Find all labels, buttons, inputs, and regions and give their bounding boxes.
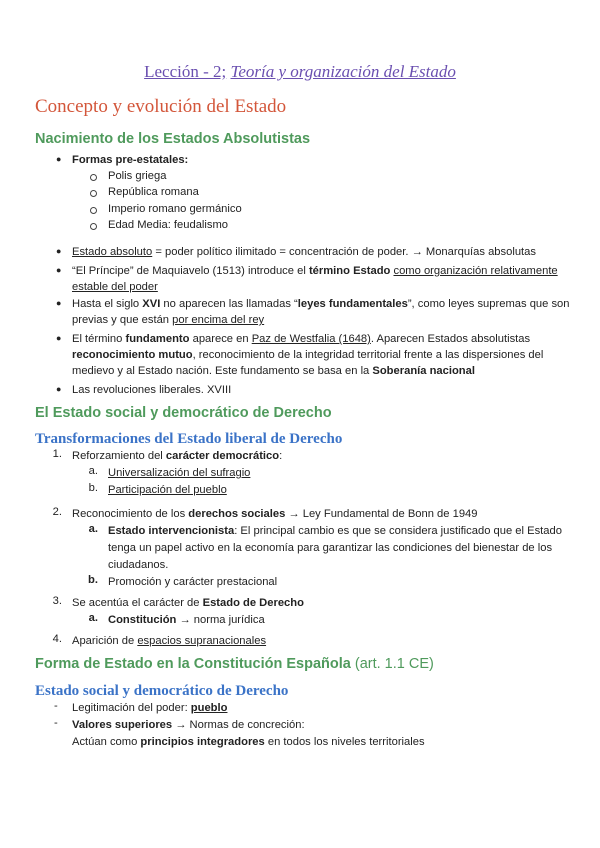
bullet-icon: ●: [56, 154, 62, 164]
bullet-icon: ●: [56, 333, 62, 343]
bullet-icon: ●: [56, 298, 62, 308]
bullet-leyes: Hasta el siglo XVI no aparecen las llamadas “leyes fundamentales”, como leyes supremas que son: [72, 298, 570, 310]
bullet-fundamento-cont2: medievo y al Estado nación. Este fundamento se basa en la Soberanía nacional: [72, 365, 475, 377]
item-prestacional: Promoción y carácter prestacional: [108, 576, 278, 588]
document-title: [0, 62, 600, 82]
list-number: 1.: [52, 448, 62, 460]
circle-bullet-icon: [90, 223, 97, 230]
heading-forma-estado: Forma de Estado en la Constitución Española (art. 1.1 CE): [35, 656, 434, 672]
sub-item: República romana: [108, 186, 199, 198]
bullet-icon: ●: [56, 384, 62, 394]
item-intervencionista-cont2: ciudadanos.: [108, 559, 169, 571]
title-suffix: Teoría y organización del Estado: [230, 62, 456, 81]
list-number: 4.: [52, 633, 62, 645]
dash-bullet: -: [54, 700, 58, 712]
formas-label: Formas pre-estatales:: [72, 154, 189, 166]
bullet-icon: ●: [56, 265, 62, 275]
item-intervencionista-cont: tenga un papel activo en la economía para garantizar las condiciones del bienestar de los: [108, 542, 553, 554]
heading-estado-social-ce: Estado social y democrático de Derecho: [35, 683, 289, 699]
bullet-principe-cont: estable del poder: [72, 281, 158, 293]
list-letter: b.: [88, 482, 98, 494]
bullet-fundamento-cont: reconocimiento mutuo, reconocimiento de la integridad territorial frente a las dispersiones del: [72, 349, 544, 361]
circle-bullet-icon: [90, 190, 97, 197]
heading-transformaciones: Transformaciones del Estado liberal de Derecho: [35, 431, 343, 447]
sub-item: Polis griega: [108, 170, 167, 182]
item-supranacionales: Aparición de espacios supranacionales: [72, 635, 267, 647]
item-valores: Valores superiores → Normas de concreción:: [72, 719, 305, 731]
list-letter: a.: [88, 612, 98, 624]
item-participacion: Participación del pueblo: [108, 484, 227, 496]
item-estado-derecho: Se acentúa el carácter de Estado de Derecho: [72, 597, 304, 609]
circle-bullet-icon: [90, 174, 97, 181]
circle-bullet-icon: [90, 207, 97, 214]
item-legitimacion: Legitimación del poder: pueblo: [72, 702, 228, 714]
bullet-icon: ●: [56, 246, 62, 256]
list-letter: a.: [88, 465, 98, 477]
sub-item: Imperio romano germánico: [108, 203, 242, 215]
title-prefix: Lección - 2;: [144, 62, 227, 81]
bullet-formas: [72, 152, 188, 168]
list-letter: b.: [88, 574, 98, 586]
list-number: 2.: [52, 506, 62, 518]
sub-item: Edad Media: feudalismo: [108, 219, 229, 231]
heading-estado-social: El Estado social y democrático de Derecho: [35, 405, 332, 421]
item-intervencionista: Estado intervencionista: El principal cambio es que se considera justificado que el Estado: [108, 525, 562, 537]
item-constitucion: Constitución → norma jurídica: [108, 614, 265, 626]
list-number: 3.: [52, 595, 62, 607]
item-derechos-sociales: Reconocimiento de los derechos sociales → Ley Fundamental de Bonn de 1949: [72, 508, 478, 520]
item-sufragio: Universalización del sufragio: [108, 467, 251, 479]
heading-nacimiento: Nacimiento de los Estados Absolutistas: [35, 131, 311, 147]
bullet-fundamento: El término fundamento aparece en Paz de Westfalia (1648). Aparecen Estados absolutistas: [72, 333, 531, 345]
bullet-principe: “El Príncipe” de Maquiavelo (1513) introduce el término Estado como organización relativamente: [72, 265, 558, 277]
bullet-revoluciones: Las revoluciones liberales. XVIII: [72, 384, 232, 396]
heading-concepto: Concepto y evolución del Estado: [35, 96, 287, 117]
list-letter: a.: [88, 523, 98, 535]
bullet-estado-absoluto: Estado absoluto = poder político ilimitado = concentración de poder. → Monarquías absolutas: [72, 246, 536, 258]
item-reforzamiento: Reforzamiento del carácter democrático:: [72, 450, 283, 462]
item-valores-cont: Actúan como principios integradores en todos los niveles territoriales: [72, 736, 425, 748]
dash-bullet: -: [54, 717, 58, 729]
bullet-leyes-cont: previas y que están por encima del rey: [72, 314, 265, 326]
